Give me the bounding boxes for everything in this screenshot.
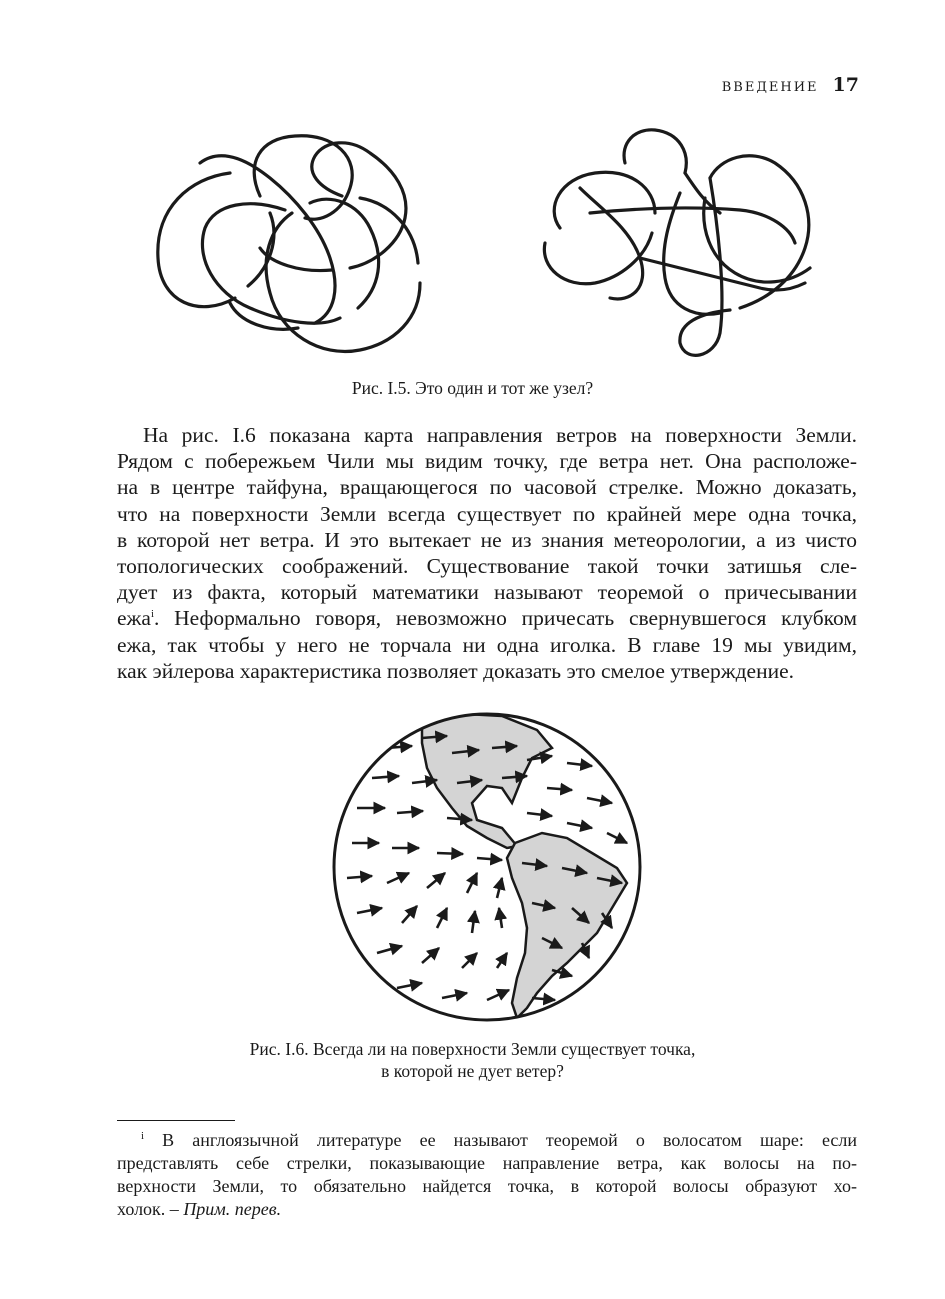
paragraph-line: дует из факта, который математики называют теоремой о причесывании: [117, 580, 857, 605]
main-paragraph: [117, 422, 857, 684]
knot-right: [544, 130, 810, 356]
figure-caption-2-line2: в которой не дует ветер?: [381, 1061, 564, 1081]
paragraph-line: как эйлерова характеристика позволяет доказать это смелое утверждение.: [117, 658, 795, 683]
globe-figure: [327, 708, 647, 1026]
translator-note: Прим. перев.: [183, 1199, 282, 1219]
paragraph-line: топологических соображений. Существование такой точки затишья сле-: [117, 554, 857, 579]
paragraph-line-with-note: [117, 605, 857, 631]
footnote: [117, 1129, 857, 1221]
section-title: ВВЕДЕНИЕ: [721, 80, 819, 95]
figure-caption-2: [0, 1038, 945, 1082]
footnote-line: [117, 1129, 857, 1152]
footnote-reference: i: [150, 608, 155, 621]
paragraph-line: что на поверхности Земли всегда существует по крайней мере одна точка,: [117, 501, 857, 526]
paragraph-line: На рис. I.6 показана карта направления ветров на поверхности Земли.: [143, 423, 857, 447]
knot-figure: [120, 118, 840, 368]
paragraph-line: на в центре тайфуна, вращающегося по часовой стрелке. Можно доказать,: [117, 475, 857, 500]
knot-left: [158, 136, 420, 352]
paragraph-line: ежа, так чтобы у него не торчала ни одна иголка. В главе 19 мы увидим,: [117, 632, 857, 657]
paragraph-line: в которой нет ветра. И это вытекает не из знания метеорологии, а из чисто: [117, 527, 857, 552]
footnote-line: [117, 1198, 857, 1221]
page-number: 17: [832, 74, 859, 96]
footnote-text: холок. –: [117, 1199, 184, 1219]
footnote-marker: i: [141, 1130, 145, 1142]
running-header: [722, 74, 859, 96]
footnote-line: представлять себе стрелки, показывающие направление ветра, как волосы на по-: [117, 1153, 857, 1173]
footnote-rule: [117, 1120, 235, 1121]
footnote-line: верхности Земли, то обязательно найдется точка, в которой волосы образуют хо-: [117, 1176, 857, 1196]
paragraph-fragment: ежа: [117, 606, 151, 631]
footnote-text: В англоязычной литературе ее называют теоремой о волосатом шаре: если: [162, 1130, 857, 1150]
figure-caption-1: Рис. I.5. Это один и тот же узел?: [351, 378, 594, 398]
paragraph-fragment: . Неформально говоря, невозможно причесать свернувшегося клубком: [154, 606, 857, 631]
north-america-shape: [422, 713, 552, 848]
figure-caption-2-line1: Рис. I.6. Всегда ли на поверхности Земли существует точка,: [249, 1039, 696, 1059]
paragraph-line: Рядом с побережьем Чили мы видим точку, где ветра нет. Она расположе-: [117, 449, 857, 474]
